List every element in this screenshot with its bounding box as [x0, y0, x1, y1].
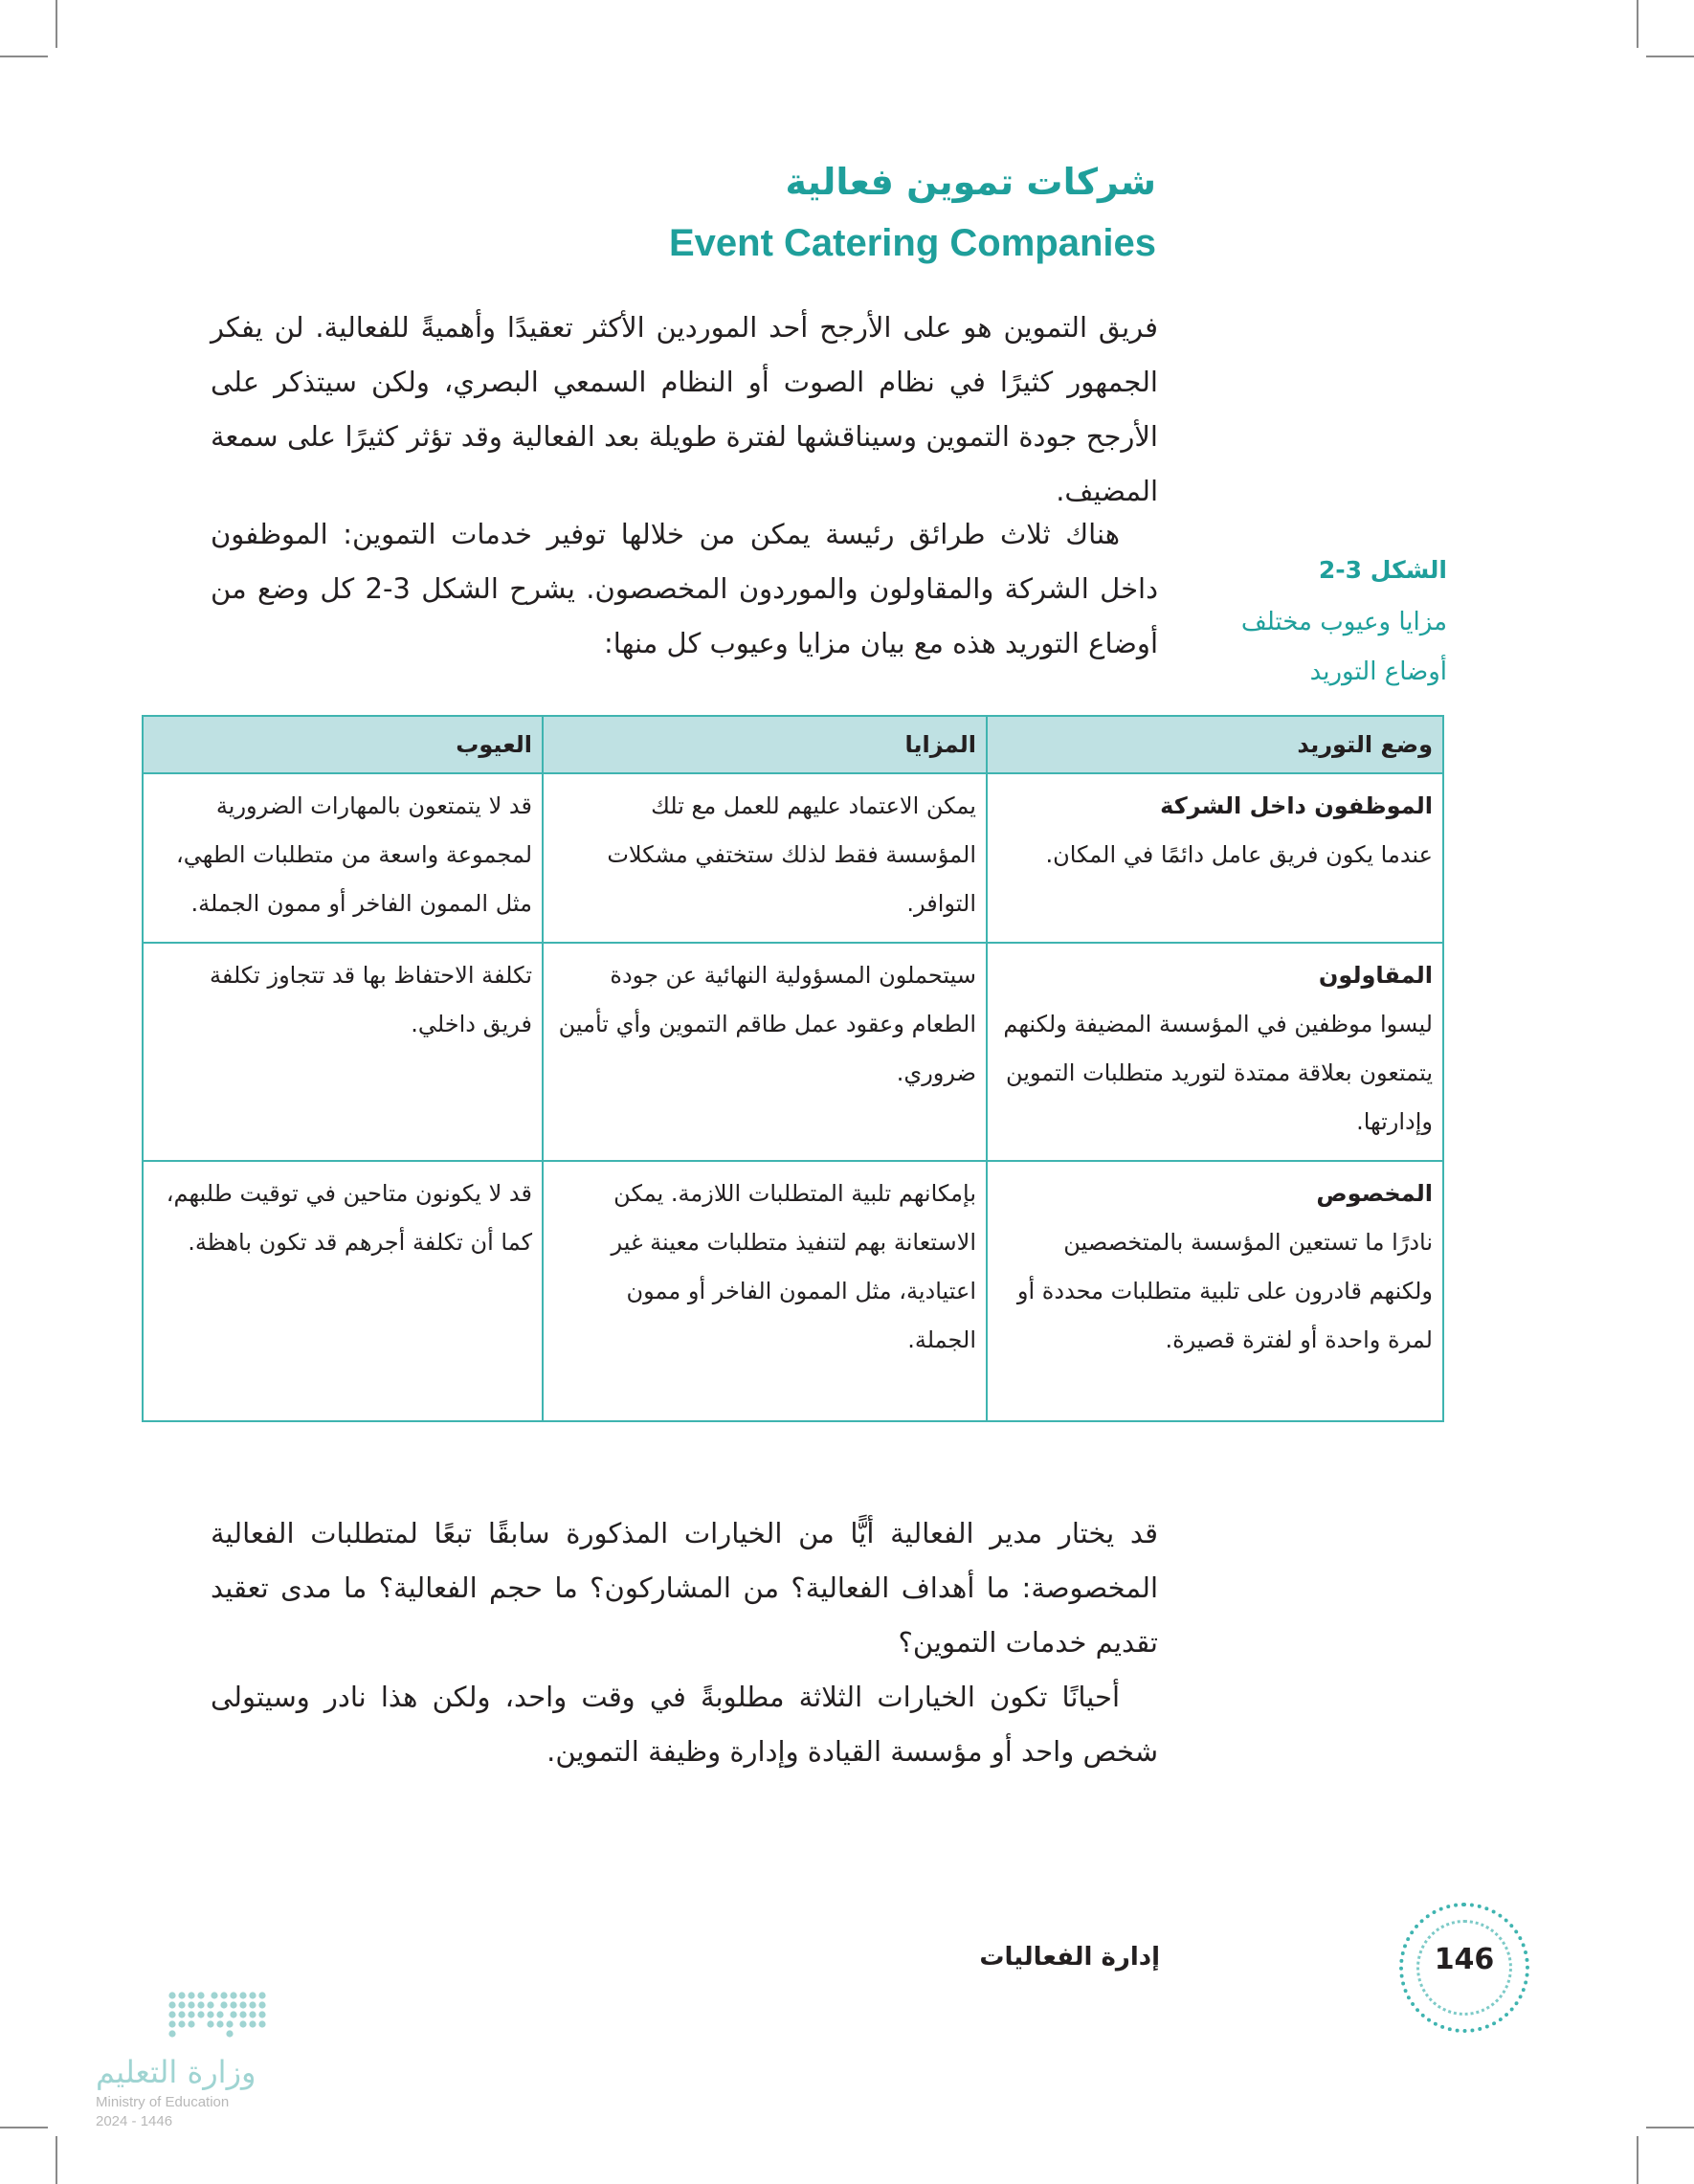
- figure-label: الشكل 3-2: [1318, 556, 1447, 584]
- disadvantages-cell: [143, 1161, 543, 1421]
- intro-paragraph-1: فريق التموين هو على الأرجح أحد الموردين الأكثر تعقيدًا وأهميةً للفعالية. لن يفكر الجمهور كثيرًا في نظام الصوت أو النظام السمعي البصري، ولكن سيتذكر على الأرجح جودة التموين وسيناقشها لفترة طويلة بعد الفعالية وقد تؤثر كثيرًا على سمعة المضيف.: [211, 311, 1158, 507]
- figure-caption-line-2: أوضاع التوريد: [1309, 657, 1447, 686]
- crop-mark: [0, 56, 48, 57]
- disadvantages-text: قد لا يتمتعون بالمهارات الضرورية لمجموعة واسعة من متطلبات الطهي، مثل الممون الفاخر أو ممون الجملة.: [176, 792, 532, 917]
- page-number: 146: [1434, 1943, 1495, 1976]
- disadvantages-cell: [143, 943, 543, 1161]
- supply-mode-cell: [987, 943, 1443, 1161]
- advantages-text: بإمكانهم تلبية المتطلبات اللازمة. يمكن الاستعانة بهم لتنفيذ متطلبات معينة غير اعتيادية، مثل الممون الفاخر أو ممون الجملة.: [611, 1180, 976, 1353]
- supply-mode-title: المخصوص: [1316, 1180, 1433, 1207]
- section-title-english: Event Catering Companies: [668, 222, 1156, 264]
- header-advantages: المزايا: [543, 716, 987, 773]
- ministry-name-arabic: وزارة التعليم: [96, 2054, 256, 2090]
- supply-mode-cell: [987, 773, 1443, 943]
- header-supply-mode: وضع التوريد: [987, 716, 1443, 773]
- book-title: إدارة الفعاليات: [979, 1943, 1160, 1972]
- supply-mode-title: المقاولون: [1318, 962, 1433, 989]
- edition-year: 2024 - 1446: [96, 2113, 173, 2129]
- supply-mode-description: ليسوا موظفين في المؤسسة المضيفة ولكنهم يتمتعون بعلاقة ممتدة لتوريد متطلبات التموين وإدارتها.: [1003, 1011, 1433, 1135]
- advantages-text: سيتحملون المسؤولية النهائية عن جودة الطعام وعقود عمل طاقم التموين وأي تأمين ضروري.: [558, 962, 976, 1086]
- disadvantages-text: قد لا يكونون متاحين في توقيت طلبهم، كما أن تكلفة أجرهم قد تكون باهظة.: [166, 1180, 532, 1256]
- table-row: [143, 1161, 1443, 1421]
- crop-mark: [1646, 2127, 1694, 2128]
- table-row: [143, 943, 1443, 1161]
- closing-paragraph-1: قد يختار مدير الفعالية أيًّا من الخيارات المذكورة سابقًا تبعًا لمتطلبات الفعالية المخصوصة: ما أهداف الفعالية؟ من المشاركون؟ ما حجم الفعالية؟ ما مدى تعقيد تقديم خدمات التموين؟: [211, 1517, 1158, 1659]
- crop-mark: [1646, 56, 1694, 57]
- crop-mark: [0, 2127, 48, 2128]
- advantages-cell: [543, 1161, 987, 1421]
- disadvantages-text: تكلفة الاحتفاظ بها قد تتجاوز تكلفة فريق داخلي.: [209, 962, 532, 1037]
- closing-paragraph-2: أحيانًا تكون الخيارات الثلاثة مطلوبةً في وقت واحد، ولكن هذا نادر وسيتولى شخص واحد أو مؤسسة القيادة وإدارة وظيفة التموين.: [211, 1681, 1158, 1768]
- table-row: [143, 773, 1443, 943]
- section-title-arabic: شركات تموين فعالية: [785, 161, 1156, 203]
- ministry-name-english: Ministry of Education: [96, 2094, 230, 2110]
- supply-mode-cell: [987, 1161, 1443, 1421]
- crop-mark: [56, 0, 57, 48]
- crop-mark: [1637, 2136, 1638, 2184]
- advantages-cell: [543, 773, 987, 943]
- supply-mode-title: الموظفون داخل الشركة: [1160, 792, 1433, 819]
- supply-mode-description: نادرًا ما تستعين المؤسسة بالمتخصصين ولكنهم قادرون على تلبية متطلبات محددة أو لمرة واحدة أو لفترة قصيرة.: [1016, 1229, 1433, 1353]
- table-header-row: [143, 716, 1443, 773]
- advantages-text: يمكن الاعتماد عليهم للعمل مع تلك المؤسسة فقط لذلك ستختفي مشكلات التوافر.: [607, 792, 976, 917]
- disadvantages-cell: [143, 773, 543, 943]
- figure-caption: [1198, 544, 1447, 697]
- intro-paragraph-2: هناك ثلاث طرائق رئيسة يمكن من خلالها توفير خدمات التموين: الموظفون داخل الشركة والمقاولون والموردون المخصصون. يشرح الشكل 3-2 كل وضع من أوضاع التوريد هذه مع بيان مزايا وعيوب كل منها:: [211, 518, 1158, 659]
- advantages-cell: [543, 943, 987, 1161]
- header-disadvantages: العيوب: [143, 716, 543, 773]
- crop-mark: [1637, 0, 1638, 48]
- supply-mode-description: عندما يكون فريق عامل دائمًا في المكان.: [1045, 841, 1433, 868]
- figure-caption-line-1: مزايا وعيوب مختلف: [1240, 608, 1447, 636]
- supply-modes-table: [142, 715, 1444, 1422]
- crop-mark: [56, 2136, 57, 2184]
